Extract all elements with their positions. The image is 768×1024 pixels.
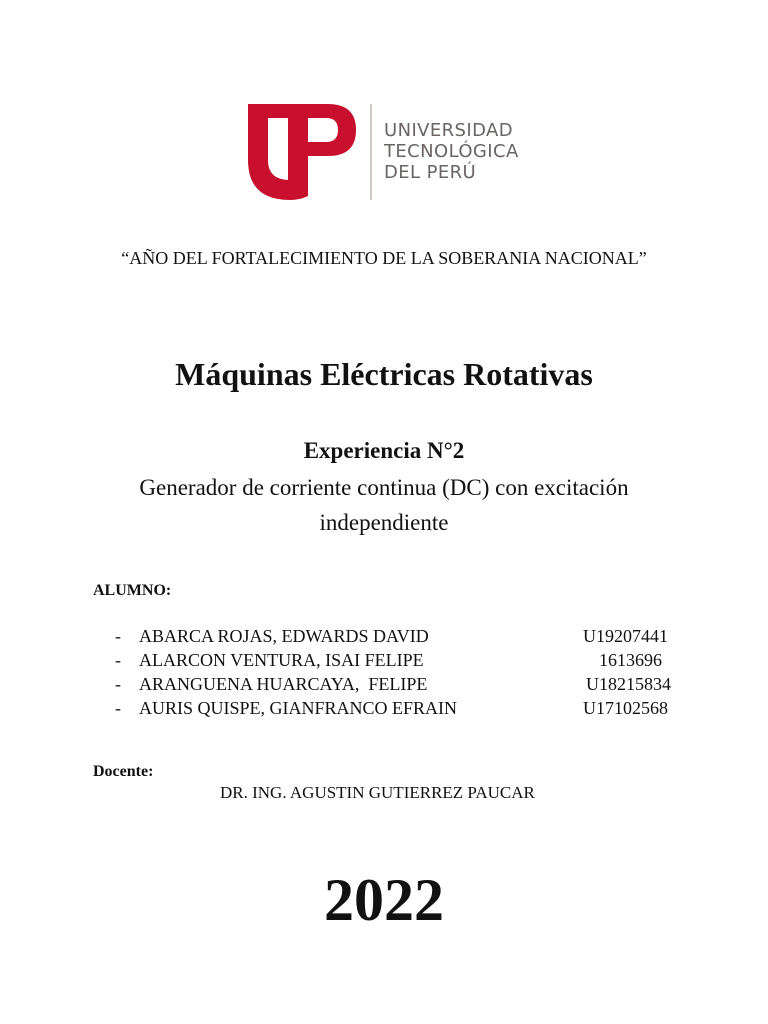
document-year: 2022 bbox=[324, 867, 444, 933]
student-code: 1613696 bbox=[599, 650, 662, 670]
teacher-label: Docente: bbox=[93, 763, 154, 780]
logo-wordmark bbox=[384, 120, 519, 183]
student-name: ALARCON VENTURA, ISAI FELIPE bbox=[139, 650, 424, 670]
course-title: Máquinas Eléctricas Rotativas bbox=[175, 356, 593, 392]
list-bullet: - bbox=[115, 674, 121, 694]
student-row bbox=[0, 674, 768, 698]
logo-line-3: DEL PERÚ bbox=[384, 162, 477, 183]
student-row bbox=[0, 698, 768, 722]
utp-emblem-icon bbox=[246, 100, 358, 204]
student-code: U19207441 bbox=[583, 626, 668, 646]
student-name: ABARCA ROJAS, EDWARDS DAVID bbox=[139, 626, 429, 646]
logo-line-2: TECNOLÓGICA bbox=[384, 141, 519, 162]
year-motto: “AÑO DEL FORTALECIMIENTO DE LA SOBERANIA NACIONAL” bbox=[121, 248, 647, 268]
list-bullet: - bbox=[115, 650, 121, 670]
logo-divider bbox=[370, 104, 372, 200]
list-bullet: - bbox=[115, 626, 121, 646]
student-name: ARANGUENA HUARCAYA, FELIPE bbox=[139, 674, 428, 694]
student-row bbox=[0, 626, 768, 650]
teacher-name: DR. ING. AGUSTIN GUTIERREZ PAUCAR bbox=[220, 783, 535, 802]
experience-title: Experiencia N°2 bbox=[303, 438, 465, 463]
student-code: U17102568 bbox=[583, 698, 668, 718]
students-label: ALUMNO: bbox=[93, 582, 172, 599]
logo-line-1: UNIVERSIDAD bbox=[384, 120, 513, 141]
students-list bbox=[0, 626, 768, 722]
experience-subtitle: Generador de corriente continua (DC) con excitación independiente bbox=[139, 475, 629, 535]
student-code: U18215834 bbox=[586, 674, 671, 694]
list-bullet: - bbox=[115, 698, 121, 718]
student-name: AURIS QUISPE, GIANFRANCO EFRAIN bbox=[139, 698, 458, 718]
university-logo bbox=[246, 100, 546, 204]
student-row bbox=[0, 650, 768, 674]
